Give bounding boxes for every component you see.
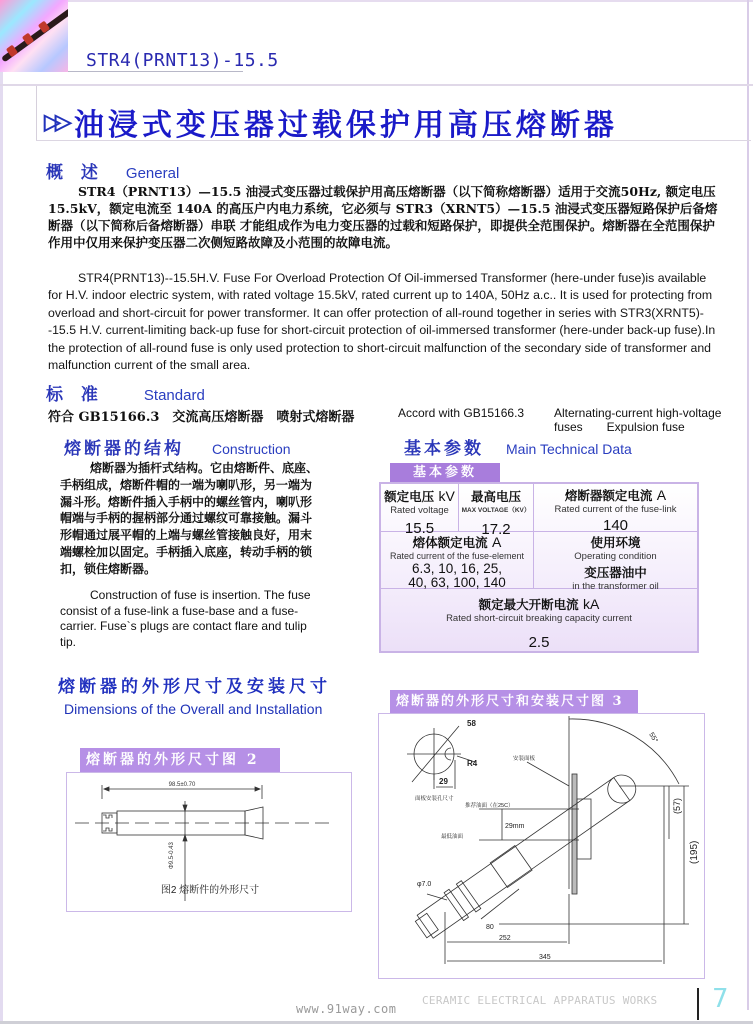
figure-3-installation-drawing [378, 713, 705, 979]
fuse-link-current-value: 140 [602, 517, 629, 534]
company-name: CERAMIC ELECTRICAL APPARATUS WORKS [422, 994, 658, 1007]
general-heading-en: General [125, 165, 180, 182]
standard-heading-en: Standard [143, 387, 205, 404]
construction-heading-en: Construction [212, 441, 291, 457]
breaking-current-value: 2.5 [528, 634, 550, 651]
cell-max-voltage: 最高电压 MAX VOLTAGE（KV） 17.2 [459, 484, 534, 532]
fig3-dim-80: 80 [486, 924, 494, 931]
dimensions-heading [58, 672, 331, 717]
standard-text-cn: 符合 GB15166.3 交流高压熔断器 喷射式熔断器 [48, 410, 355, 425]
general-paragraph-en: STR4(PRNT13)--15.5H.V. Fuse For Overload Protection Of Oil-immersed Transformer (here-under fuse)is available for H.V. indoor electric system, with rated voltage 15.5kV, rated current up to 140A, 50Hz a.c.. It is used for protecting from overload and short-circuit for power transformer. It can offer protection of all-round together in series with STR3(XRNT5)--15.5 H.V. current-limiting back-up fuse for short-circuit protection of oil-immersed transformer (here-under back-up fuse).In the protection of all-round fuse is only used protection to short-circuit malfunction of the secondary side of transformer and malfunction current of the small area. [48, 271, 716, 373]
fig3-dim-58: 58 [467, 719, 476, 728]
page-number: 7 [712, 984, 729, 1014]
figure-3-tab: 熔断器的外形尺寸和安装尺寸图 3 [390, 690, 638, 714]
standard-line [48, 406, 722, 434]
max-voltage-value: 17.2 [481, 521, 511, 538]
construction-heading-cn: 熔断器的结构 [64, 439, 184, 459]
fuse-product-logo [0, 0, 68, 72]
page-title-text: 油浸式变压器过载保护用高压熔断器 [73, 108, 618, 143]
page-title [44, 100, 618, 144]
figure-2-fuse-link-drawing [66, 772, 352, 912]
standard-text-en: Accord with GB15166.3 [398, 406, 525, 420]
fig3-dim-252: 252 [499, 935, 511, 942]
fuse-element-current-values-2: 40, 63, 100, 140 [408, 575, 506, 590]
double-arrow-icon: ▷▷ [44, 109, 66, 134]
cell-rated-voltage: 额定电压 kV Rated voltage 15.5 [381, 484, 459, 532]
page-border-left [0, 72, 3, 1022]
standard-fuse-types: Alternating-current high-voltage fuses Expulsion fuse [554, 406, 722, 434]
fig2-diameter-label: Φ9.5-0.43 [169, 842, 175, 869]
standard-heading-cn: 标 准 [46, 385, 104, 405]
fig3-dim-r4: R4 [467, 759, 478, 768]
cell-operating-condition: 使用环境 Operating condition 变压器油中 in the transformer oil [534, 532, 697, 589]
page-border-right [747, 0, 749, 1010]
general-paragraph-cn: STR4（PRNT13）—15.5 油浸式变压器过载保护用高压熔断器（以下简称熔断器）适用于交流50Hz, 额定电压 15.5kV，额定电流至 140A 的高压户内电力系统，它必须与 STR3（XRNT5）—15.5 油浸式变压器短路保护后备熔断器（以下简称后备熔断器）串联 才能组成作为电力变压器的过载和短路保护，即提供全范围保护。熔断器在全范围保护作用中仅用来保护变压器二次侧短路故障及小范围的故障电流。 [48, 184, 718, 250]
title-left-rule [36, 86, 37, 141]
construction-paragraph-en: Construction of fuse is insertion. The fuse consist of a fuse-link a fuse-base and a fuse-carrier. Fuse`s plugs are contact flare and tulip tip. [60, 588, 311, 649]
fig3-dim-29mm: 29mm [505, 823, 525, 830]
operating-condition-value: 变压器油中 [584, 565, 647, 580]
model-code: STR4(PRNT13)-15.5 [86, 50, 279, 71]
construction-paragraph-cn: 熔断器为插杆式结构。它由熔断件、底座、手柄组成，熔断件帽的一端为喇叭形，另一端为漏斗形。熔断件插入手柄中的螺丝管内，喇叭形帽端与手柄的握柄部分通过螺纹可靠接触。漏斗形帽通过展平帽的上端与螺丝管接触良好，用末端螺栓加以固定。手柄插入底座，转动手柄的锁扣，锁住熔断器。 [60, 461, 319, 576]
technical-table-tab: 基本参数 [390, 463, 500, 483]
fuse-element-current-values-1: 6.3, 10, 16, 25, [411, 561, 503, 576]
fig3-hole-caption: 面板安装孔尺寸 [415, 796, 454, 802]
fig3-dim-phi7: φ7.0 [417, 881, 432, 888]
technical-heading-en: Main Technical Data [506, 441, 632, 457]
fig3-oil-low-label: 最低油面 [441, 834, 464, 840]
fig2-caption: 图2 熔断件的外形尺寸 [160, 885, 260, 896]
standard-heading [46, 380, 205, 405]
header-divider [0, 84, 753, 86]
fig3-angle: 55° [647, 731, 659, 745]
fig3-dim-29: 29 [439, 777, 448, 786]
fig3-dim-57: (57) [672, 797, 682, 814]
cell-fuse-link-current: 熔断器额定电流 A Rated current of the fuse-link 140 [534, 484, 697, 532]
technical-data-table [379, 482, 699, 653]
cell-breaking-current: 额定最大开断电流 kA Rated short-circuit breaking capacity current 2.5 [381, 589, 697, 651]
footer-separator [697, 988, 699, 1020]
general-heading-cn: 概 述 [46, 163, 104, 183]
rated-voltage-value: 15.5 [404, 520, 435, 537]
technical-heading [404, 434, 632, 459]
dimensions-heading-en: Dimensions of the Overall and Installation [64, 701, 323, 717]
fig3-dim-345: 345 [539, 954, 551, 961]
model-underline [68, 71, 243, 72]
fig3-oil-high-label: 推荐油面（在25C） [465, 803, 514, 809]
construction-heading [64, 434, 291, 459]
figure-2-tab: 熔断器的外形尺寸图 2 [80, 748, 280, 772]
fig2-length-label: 98.5±0.70 [168, 782, 196, 788]
page-border-top [0, 0, 753, 2]
dimensions-heading-cn: 熔断器的外形尺寸及安装尺寸 [58, 677, 331, 697]
general-heading [46, 158, 179, 183]
watermark: www.91way.com [296, 1002, 397, 1016]
fig3-panel-label: 安装面板 [513, 756, 536, 762]
fig3-dim-195: (195) [689, 840, 700, 864]
cell-fuse-element-current: 熔体额定电流 A Rated current of the fuse-element 6.3, 10, 16, 25, 40, 63, 100, 140 [381, 532, 534, 589]
technical-heading-cn: 基本参数 [404, 439, 484, 459]
